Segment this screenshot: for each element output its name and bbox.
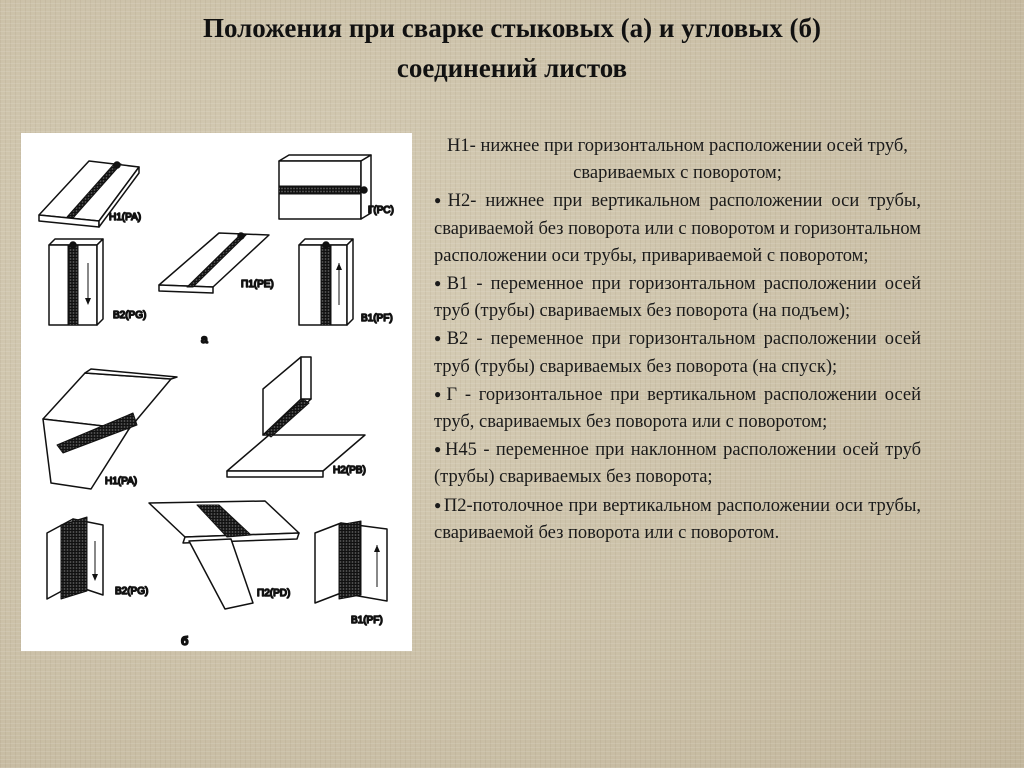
title-line-2: соединений листов xyxy=(396,53,628,83)
butt-vertical-down-v2-drawing xyxy=(49,239,103,325)
welding-positions-figure xyxy=(21,133,412,651)
bullet-text: Н45 - переменное при наклонном расположении осей труб (трубы) свариваемых без поворота; xyxy=(434,440,922,488)
butt-vertical-up-v1-drawing xyxy=(299,239,353,325)
bullet-text: П2-потолочное при вертикальном расположении оси трубы, свариваемой без поворота или с поворотом. xyxy=(434,495,922,543)
caption-b: б xyxy=(181,634,189,648)
label-a-h1: Н1(РА) xyxy=(109,212,142,223)
bullet-item xyxy=(434,270,921,325)
bullet-text: В2 - переменное при горизонтальном расположении осей труб (трубы) свариваемых без поворота (на спуск); xyxy=(434,329,921,377)
label-b-p2: П2(PD) xyxy=(257,588,291,599)
slide-title xyxy=(90,8,934,88)
butt-horizontal-g-drawing xyxy=(279,155,371,219)
bullet-text: В1 - переменное при горизонтальном расположении осей труб (трубы) свариваемых без поворота (на подъем); xyxy=(434,274,921,322)
bullet-text: Н2- нижнее при вертикальном расположении оси трубы, свариваемой без поворота или с поворотом и горизонтальном расположении оси трубы, привариваемой с поворотом; xyxy=(434,191,921,266)
label-a-p1: П1(РЕ) xyxy=(241,279,274,290)
caption-a: а xyxy=(201,332,208,346)
label-a-v2: В2(PG) xyxy=(113,310,147,321)
fillet-flat-h1-drawing xyxy=(43,369,177,489)
fillet-vertical-down-v2-drawing xyxy=(47,517,103,599)
label-b-h2: Н2(РВ) xyxy=(333,465,366,476)
bullet-icon: ● xyxy=(434,276,445,291)
label-b-v1: В1(PF) xyxy=(351,615,383,626)
bullet-item xyxy=(434,492,921,547)
fillet-horizontal-h2-drawing xyxy=(227,357,365,477)
bullet-text: Г - горизонтальное при вертикальном расположении осей труб, свариваемых без поворота или с поворотом; xyxy=(434,384,921,433)
bullet-icon: ● xyxy=(434,331,445,346)
bullet-icon: ● xyxy=(434,442,444,457)
bullet-icon: ● xyxy=(434,386,445,401)
bullet-item xyxy=(434,381,921,436)
label-a-v1: В1(PF) xyxy=(361,313,393,324)
label-b-h1: Н1(РА) xyxy=(105,476,138,487)
bullet-item xyxy=(434,436,921,491)
bullet-icon: ● xyxy=(434,193,446,208)
title-line-1: Положения при сварке стыковых (а) и угловых (б) xyxy=(203,13,821,43)
intro-h1-text: Н1- нижнее при горизонтальном расположении осей труб, свариваемых с поворотом; xyxy=(447,136,908,184)
bullet-item xyxy=(434,325,921,380)
label-a-g: Г(РС) xyxy=(368,205,394,216)
bullet-icon: ● xyxy=(434,497,442,512)
bullet-item xyxy=(434,187,921,270)
positions-description xyxy=(434,133,921,547)
label-b-v2: В2(PG) xyxy=(115,586,149,597)
fillet-vertical-up-v1-drawing xyxy=(315,521,387,603)
